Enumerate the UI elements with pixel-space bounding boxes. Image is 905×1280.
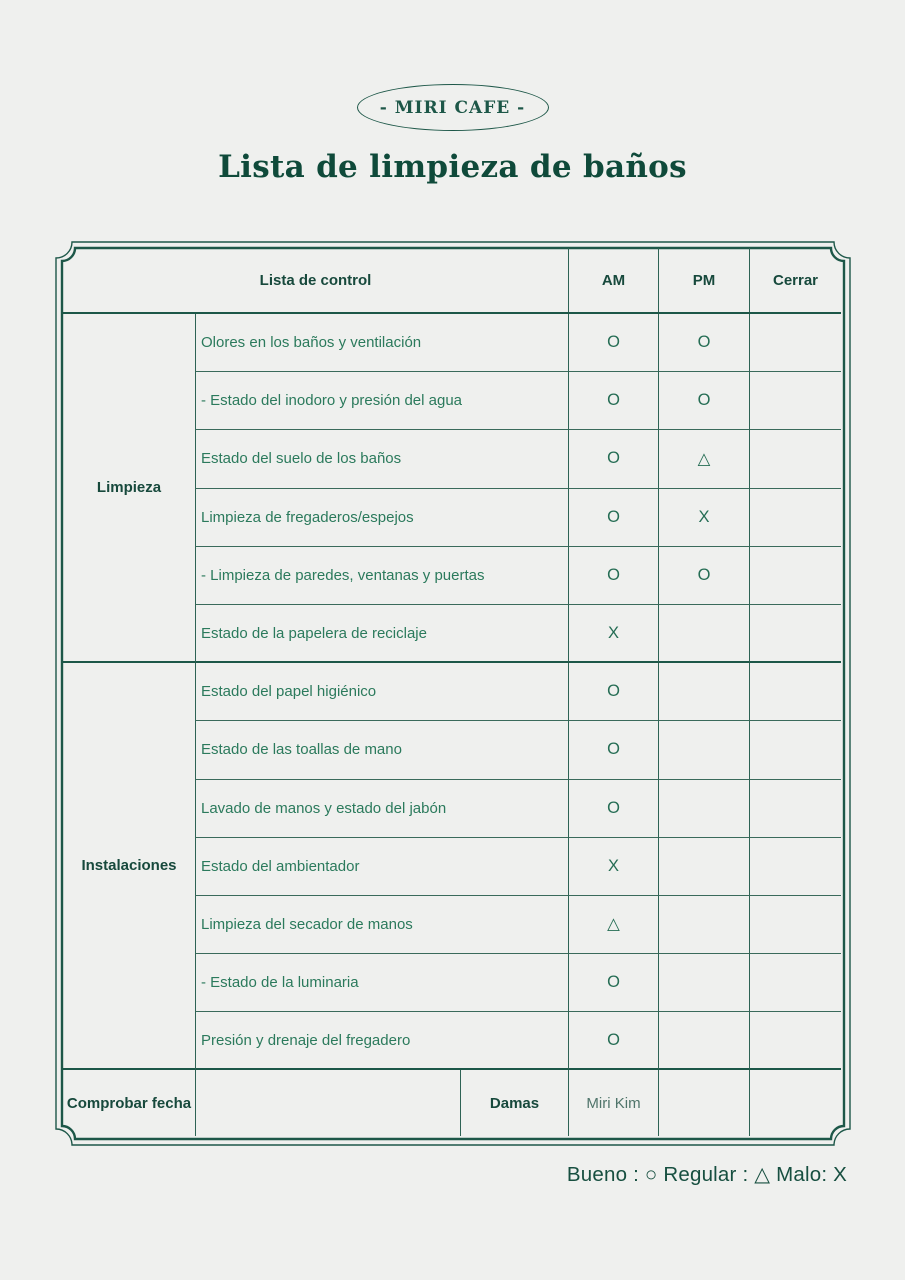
task-cell: Estado del suelo de los baños [195, 430, 568, 488]
cerrar-mark-cell [749, 605, 841, 663]
cerrar-mark-cell [749, 547, 841, 605]
table-body [63, 314, 841, 1070]
cerrar-mark-cell [749, 372, 841, 430]
task-cell: - Estado del inodoro y presión del agua [195, 372, 568, 430]
footer-comprobar-fecha-label: Comprobar fecha [66, 1094, 192, 1112]
task-cell: Limpieza de fregaderos/espejos [195, 489, 568, 547]
cerrar-mark-cell [749, 314, 841, 372]
category-label: Limpieza [96, 479, 162, 497]
task-cell: Estado del ambientador [195, 838, 568, 896]
am-mark-cell: X [568, 838, 658, 896]
task-cell: Presión y drenaje del fregadero [195, 1012, 568, 1070]
pm-mark-cell [658, 838, 749, 896]
pm-mark-cell [658, 1012, 749, 1070]
header-pm: PM [658, 248, 749, 312]
category-cell [63, 314, 195, 663]
category-label: Instalaciones [81, 857, 177, 875]
task-cell: Limpieza del secador de manos [195, 896, 568, 954]
category-cell [63, 663, 195, 1070]
pm-mark-cell [658, 896, 749, 954]
task-cell: Lavado de manos y estado del jabón [195, 780, 568, 838]
cerrar-mark-cell [749, 896, 841, 954]
footer-signature: Miri Kim [568, 1070, 658, 1136]
am-mark-cell: O [568, 1012, 658, 1070]
am-mark-cell: O [568, 663, 658, 721]
page-title: Lista de limpieza de baños [218, 149, 687, 185]
am-mark-cell: O [568, 489, 658, 547]
task-cell: Estado de las toallas de mano [195, 721, 568, 779]
am-mark-cell: △ [568, 896, 658, 954]
pm-mark-cell: O [658, 547, 749, 605]
task-cell: Olores en los baños y ventilación [195, 314, 568, 372]
pm-mark-cell: △ [658, 430, 749, 488]
header-lista-de-control: Lista de control [259, 271, 372, 289]
header-cerrar: Cerrar [749, 248, 841, 312]
cerrar-mark-cell [749, 663, 841, 721]
am-mark-cell: O [568, 372, 658, 430]
cerrar-mark-cell [749, 1012, 841, 1070]
cafe-badge-label: - MIRI CAFE - [379, 97, 526, 118]
am-mark-cell: O [568, 430, 658, 488]
am-mark-cell: X [568, 605, 658, 663]
table-header-row [63, 248, 841, 314]
table-footer-row [63, 1070, 841, 1136]
pm-mark-cell [658, 721, 749, 779]
pm-mark-cell: X [658, 489, 749, 547]
pm-mark-cell [658, 605, 749, 663]
cerrar-mark-cell [749, 780, 841, 838]
cerrar-mark-cell [749, 489, 841, 547]
task-cell: - Limpieza de paredes, ventanas y puertas [195, 547, 568, 605]
pm-mark-cell [658, 954, 749, 1012]
footer-empty-pm-cell [658, 1070, 749, 1136]
am-mark-cell: O [568, 721, 658, 779]
cafe-badge [357, 84, 549, 131]
task-cell: - Estado de la luminaria [195, 954, 568, 1012]
pm-mark-cell: O [658, 314, 749, 372]
cerrar-mark-cell [749, 838, 841, 896]
footer-empty-cerrar-cell [749, 1070, 841, 1136]
cerrar-mark-cell [749, 954, 841, 1012]
checklist-table [63, 248, 841, 1136]
pm-mark-cell [658, 780, 749, 838]
footer-date-blank-cell [195, 1070, 460, 1136]
task-cell: Estado de la papelera de reciclaje [195, 605, 568, 663]
footer-damas-label: Damas [460, 1070, 568, 1136]
am-mark-cell: O [568, 780, 658, 838]
cerrar-mark-cell [749, 721, 841, 779]
task-cell: Estado del papel higiénico [195, 663, 568, 721]
am-mark-cell: O [568, 954, 658, 1012]
am-mark-cell: O [568, 547, 658, 605]
header-am: AM [568, 248, 658, 312]
legend: Bueno : ○ Regular : △ Malo: X [566, 1163, 847, 1186]
pm-mark-cell [658, 663, 749, 721]
am-mark-cell: O [568, 314, 658, 372]
cerrar-mark-cell [749, 430, 841, 488]
pm-mark-cell: O [658, 372, 749, 430]
